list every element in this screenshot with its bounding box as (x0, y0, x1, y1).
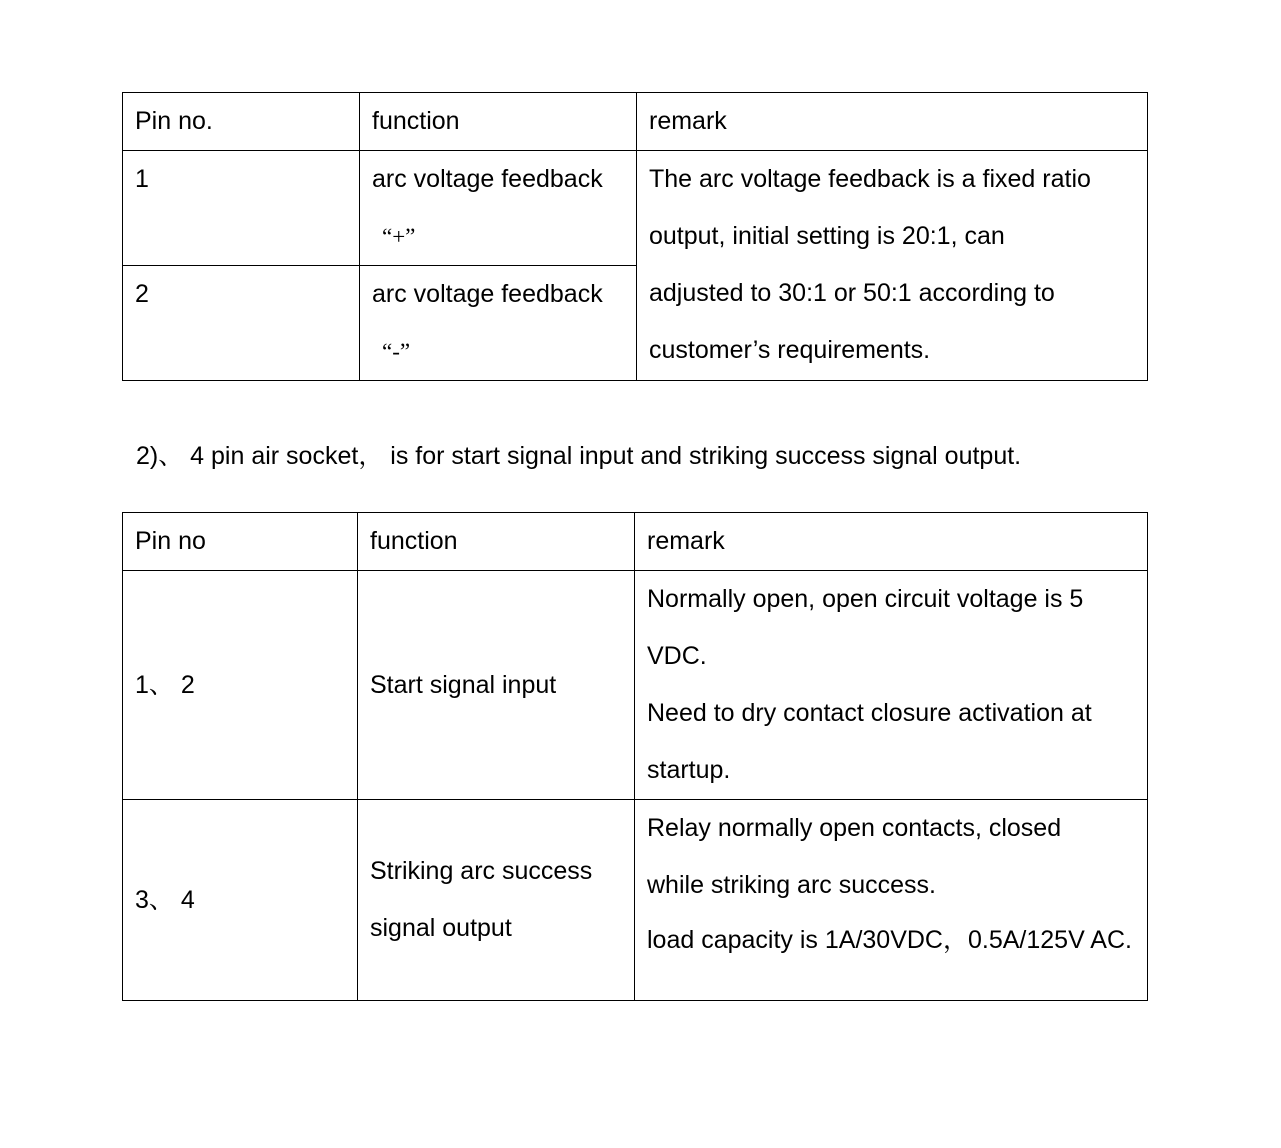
section-paragraph: 2)、 4 pin air socket， is for start signal input and striking success signal output. (136, 442, 1022, 470)
header-function: function (358, 513, 635, 571)
pin-cell: 1 (123, 151, 360, 266)
pin-table-arc-voltage (122, 92, 1148, 381)
remark-cell (635, 800, 1148, 1001)
header-remark: remark (637, 93, 1148, 151)
function-cell (358, 800, 635, 1001)
function-text: arc voltage feedback (372, 165, 603, 193)
pin-cell: 2 (123, 266, 360, 381)
function-sign: “-” (382, 339, 411, 364)
remark-cell (635, 571, 1148, 800)
table-row (123, 800, 1148, 1001)
remark-line: Relay normally open contacts, closed (647, 814, 1062, 842)
function-text: Striking arc success (370, 857, 593, 885)
remark-line: The arc voltage feedback is a fixed ratio (649, 165, 1091, 193)
remark-load-capacity: load capacity is 1A/30VDC，0.5A/125V AC. (647, 926, 1132, 954)
function-cell (360, 151, 637, 266)
pin-cell: 3、 4 (123, 800, 358, 1001)
remark-line: startup. (647, 756, 731, 784)
remark-line: Need to dry contact closure activation at (647, 699, 1092, 727)
header-pin-no: Pin no (123, 513, 358, 571)
function-text: Start signal input (370, 670, 557, 699)
pin-cell: 1、 2 (123, 571, 358, 800)
remark-cell (637, 151, 1148, 381)
function-cell (360, 266, 637, 381)
pin-table-air-socket (122, 512, 1148, 1001)
remark-line: customer’s requirements. (649, 336, 931, 364)
table-header-row (123, 93, 1148, 151)
function-text: arc voltage feedback (372, 280, 603, 308)
function-text: signal output (370, 914, 512, 942)
remark-line: output, initial setting is 20:1, can (649, 222, 1005, 250)
remark-line: while striking arc success. (647, 871, 936, 899)
remark-line: Normally open, open circuit voltage is 5 (647, 585, 1084, 613)
table-header-row (123, 513, 1148, 571)
table-row (123, 151, 1148, 266)
header-pin-no: Pin no. (123, 93, 360, 151)
remark-line: adjusted to 30:1 or 50:1 according to (649, 279, 1055, 307)
table-row (123, 571, 1148, 800)
header-remark: remark (635, 513, 1148, 571)
function-sign: “+” (382, 224, 416, 249)
header-function: function (360, 93, 637, 151)
function-cell (358, 571, 635, 800)
remark-line: VDC. (647, 642, 707, 670)
